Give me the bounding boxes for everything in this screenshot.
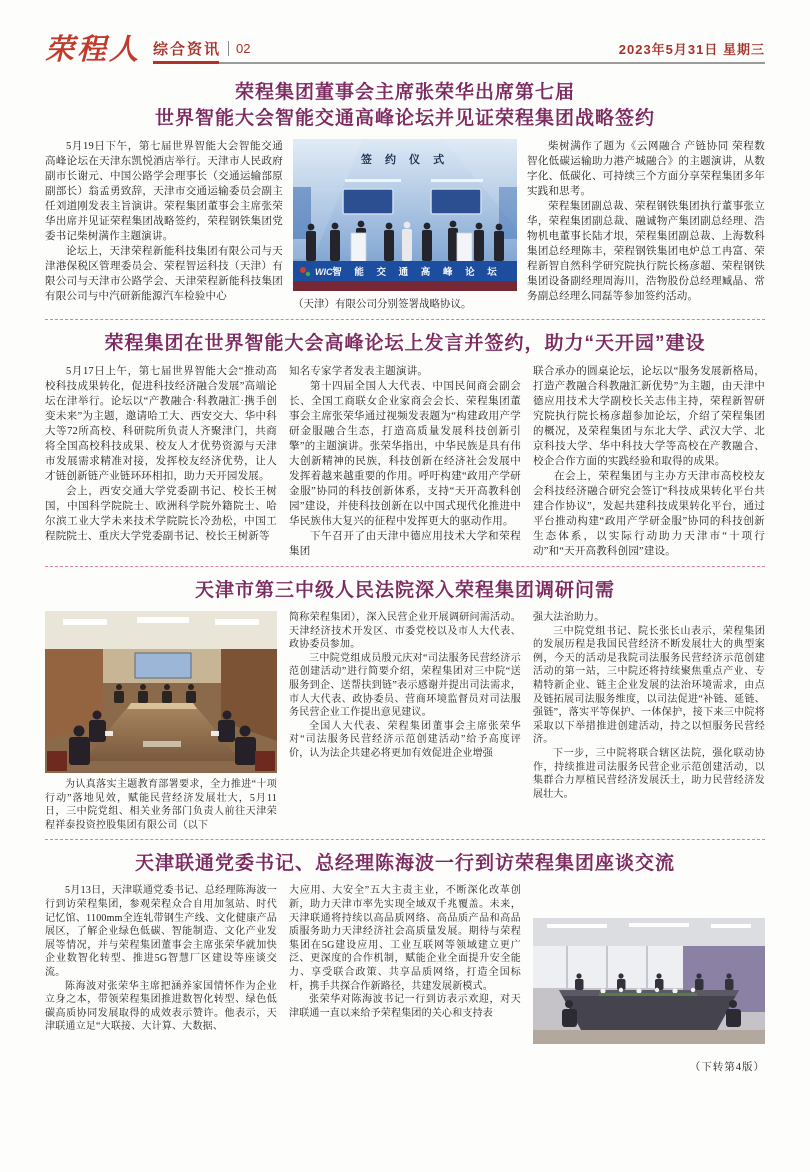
continuation-note: （下转第4版） — [689, 1062, 765, 1074]
paragraph: 知名专家学者发表主题演讲。 — [289, 366, 429, 377]
paragraph: 三中院党组书记、院长张长山表示，荣程集团的发展历程是我国民营经济不断发展壮大的典型案例，今天的活动是我院司法服务民营经济示范创建活动的第一站，三中院还将持续聚焦重点产业、专精特新企业、链主企业发展的法治环境需求，由点及链拓展司法服务维度，以司法促进“补链、延链、强链”，落实平等保护、一体保护，接下来三中院将采取以下举措推进创建活动，持之以恒服务民营经济。 — [533, 625, 765, 746]
article-4-body — [45, 884, 765, 1075]
article-2-col-1 — [45, 364, 277, 559]
header-rule — [153, 62, 765, 64]
article-divider — [45, 319, 765, 320]
article-4-col-1 — [45, 884, 277, 1075]
article-4-col-2 — [289, 884, 521, 1075]
article-3-col-1 — [45, 611, 277, 832]
article-3-col-2 — [289, 611, 521, 832]
article-4-title: 天津联通党委书记、总经理陈海波一行到访荣程集团座谈交流 — [134, 853, 675, 875]
article-divider — [45, 566, 765, 567]
page-header — [45, 34, 765, 64]
masthead-logo: 荣程人 — [45, 32, 142, 66]
paragraph: 第十四届全国人大代表、中国民间商会副会长、全国工商联女企业家商会会长、荣程集团董事会主席张荣华通过视频发表题为“构建政用产学研金服融合生态，打造高质量发展科技创新引擎”的主题演讲。张荣华指出，中华民族是具有伟大创新精神的民族，科技创新在经济社会发展中发挥着越来越重要的作用。呼吁构建“政用产学研金服”协同的科技创新体系，支持“天开高教科创园”建设，并使科技创新在以中国式现代化推进中华民族伟大复兴的征程中发挥更大的驱动作用。 — [289, 381, 521, 527]
paragraph: 在会上，荣程集团与主办方天津市高校校友会科技经济融合研究会签订“科技成果转化平台共建合作协议”，发起共建科技成果转化平台，通过平台推动构建“政用产学研金服”协同的科技创新生态体系，以实际行动助力天津市“十项行动”和“天开高教科创园”建设。 — [533, 471, 765, 557]
unicom-meeting-photo — [533, 918, 765, 1044]
photo-caption: （天津）有限公司分别签署战略协议。 — [293, 299, 472, 310]
paragraph: 柴树满作了题为《云网融合 产链协同 荣程数智化低碳运输助力港产城融合》的主题演讲，从数字化、低碳化、可持续三个方面分享荣程集团多年实践和思考。 — [527, 141, 765, 197]
header-rule-accent — [153, 61, 219, 64]
paragraph: 简称荣程集团），深入民营企业开展调研问需活动。天津经济技术开发区、市委党校以及市人大代表、政协委员参加。 — [289, 612, 521, 651]
paragraph: 荣程集团副总裁、荣程钢铁集团执行董事张立华，荣程集团副总裁、融诚物产集团副总经理、浩物机电董事长陆才垠，荣程集团副总裁、上海数科集团总经理陈丰，荣程钢铁集团电炉总工冉富、荣程新智自然科学研究院执行院长杨彦超、荣程钢铁集团设备副经理周海川，浩物股份总经理臧晶、常务副总经理么同磊等参加签约活动。 — [527, 201, 765, 302]
article-3-body — [45, 611, 765, 832]
article-1 — [45, 80, 765, 320]
header-meta-row — [153, 38, 765, 62]
header-divider-bar — [228, 41, 229, 56]
paragraph: 全国人大代表、荣程集团董事会主席张荣华对“司法服务民营经济示范创建活动”给予高度评价，认为法企共建必将更加有效促进企业增强 — [289, 720, 521, 759]
issue-date: 2023年5月31日 星期三 — [618, 42, 765, 57]
article-2-col-3 — [533, 364, 765, 559]
article-2-body — [45, 364, 765, 559]
article-1-col-right — [527, 139, 765, 312]
article-2 — [45, 331, 765, 567]
paragraph: 论坛上，天津荣程新能科技集团有限公司与天津港保税区管理委员会、荣程智运科技（天津）有限公司与天津市公路学会、天津荣程新能科技集团有限公司与中汽研新能源汽车检验中心 — [45, 246, 283, 302]
paragraph: 下午召开了由天津中德应用技术大学和荣程集团 — [289, 531, 521, 557]
article-divider — [45, 839, 765, 840]
page-number: 02 — [236, 41, 251, 56]
article-4-col-3 — [533, 884, 765, 1075]
article-3-title: 天津市第三中级人民法院深入荣程集团调研问需 — [194, 580, 615, 601]
header-right — [153, 38, 765, 64]
article-3-col-3 — [533, 611, 765, 832]
court-visit-meeting-photo — [45, 611, 277, 773]
paragraph: 会上，西安交通大学党委副书记、校长王树国，中国科学院院士、欧洲科学院外籍院士、哈尔滨工业大学未来技术学院院长冷劲松，中国工程院院士、重庆大学党委副书记、校长王树新等 — [45, 486, 277, 542]
article-3 — [45, 578, 765, 840]
photo-strip-text: 智 能 交 通 高 峰 论 坛 — [332, 267, 502, 278]
paragraph: 5月13日，天津联通党委书记、总经理陈海波一行到访荣程集团，参观荣程众合自用加氢站、时代记忆馆、1100mm全连轧带钢生产线、文化健康产品展区，了解企业绿色低碳、智能制造、文化产业发展等情况，并与荣程集团董事会主席张荣华就加快企业数智化转型、推进5G智慧厂区建设等座谈交流。 — [45, 885, 277, 978]
article-1-title — [45, 80, 765, 132]
article-4-photo-wrap — [533, 918, 765, 1044]
article-4 — [45, 851, 765, 1075]
paragraph: 三中院党组成员殷元庆对“司法服务民营经济示范创建活动”进行简要介绍，荣程集团对三中院“送服务到企、送帮扶到链”表示感谢并提出司法需求，市人大代表、政协委员、营商环境监督员对司法服务民营企业工作提出意见建议。 — [289, 652, 521, 719]
article-1-col-photo — [293, 139, 517, 312]
article-2-col-2 — [289, 364, 521, 559]
paragraph: 张荣华对陈海波书记一行到访表示欢迎，对天津联通一直以来给予荣程集团的关心和支持表 — [289, 994, 521, 1019]
paragraph: 下一步，三中院将联合辖区法院，强化联动协作，持续推进司法服务民营企业示范创建活动，以集群合力厚植民营经济发展沃土，助力民营经济发展壮大。 — [533, 747, 765, 800]
wic-logo-text: WIC — [315, 267, 333, 277]
paragraph: 5月19日下午，第七届世界智能大会智能交通高峰论坛在天津东凯悦酒店举行。天津市人民政府副市长谢元、中国公路学会理事长（交通运输部原副部长）翁孟勇致辞，天津市交通运输委员会副主任刘道刚发表主旨演讲。荣程集团董事会主席张荣华出席并见证荣程集团战略签约，荣程钢铁集团党委书记柴树满作主题演讲。 — [45, 141, 283, 242]
signing-ceremony-photo — [293, 139, 517, 291]
paragraph: 强大法治助力。 — [533, 612, 605, 623]
article-2-title: 荣程集团在世界智能大会高峰论坛上发言并签约，助力“天开园”建设 — [104, 333, 706, 354]
article-1-body — [45, 139, 765, 312]
paragraph: 陈海波对张荣华主席把涵养家国情怀作为企业立身之本，带领荣程集团推进数智化转型、绿色低碳高质协同发展取得的成效表示赞许。他表示，天津联通立足“大联接、大计算、大数据、 — [45, 980, 277, 1033]
paragraph: 为认真落实主题教育部署要求，全力推进“十项行动”落地见效，赋能民营经济发展壮大，5月11日，三中院党组、相关业务部门负责人前往天津荣程祥泰投资控股集团有限公司（以下 — [45, 779, 277, 831]
article-1-title-line1: 荣程集团董事会主席张荣华出席第七届 — [234, 82, 575, 103]
photo-banner-text: 签 约 仪 式 — [360, 154, 450, 166]
section-label: 综合资讯 — [153, 41, 222, 58]
paragraph: 5月17日上午，第七届世界智能大会“推动高校科技成果转化，促进科技经济融合发展”高端论坛在津举行。论坛以“产教融合·科教融汇·携手创变未来”为主题，邀请哈工大、西安交大、华中科大等72所高校、科研院所负责人齐聚津门，共商将全国高校科技成果、校友人才优势资源与天津市发展需求精准对接，发挥校友经济优势，让人才链创新链产业链环环相扣，助力天开园发展。 — [45, 366, 277, 482]
article-1-col-left — [45, 139, 283, 312]
paragraph: 大应用、大安全”五大主责主业，不断深化改革创新，助力天津市率先实现全域双千兆覆盖。未来，天津联通将持续以高品质网络、高品质产品和高品质服务助力天津经济社会高质量发展。期待与荣程集团在5G建设应用、工业互联网等领域建立更广泛、更深度的合作机制，赋能企业全面提升安全能力、享受联合政策、共享品质网络，打造全国标杆，携手共探合作新路径，共建发展新模式。 — [289, 885, 521, 992]
paragraph: 联合承办的圆桌论坛，论坛以“服务发展新格局，打造产教融合科教融汇新优势”为主题，由天津中德应用技术大学副校长关志伟主持，荣程新智研究院执行院长杨彦超参加论坛，介绍了荣程集团的概况，及荣程集团与东北大学、武汉大学、北京科技大学、华中科技大学等高校在产教融合、校企合作方面的实践经验和取得的成果。 — [533, 366, 765, 467]
article-1-title-line2: 世界智能大会智能交通高峰论坛并见证荣程集团战略签约 — [154, 108, 655, 129]
